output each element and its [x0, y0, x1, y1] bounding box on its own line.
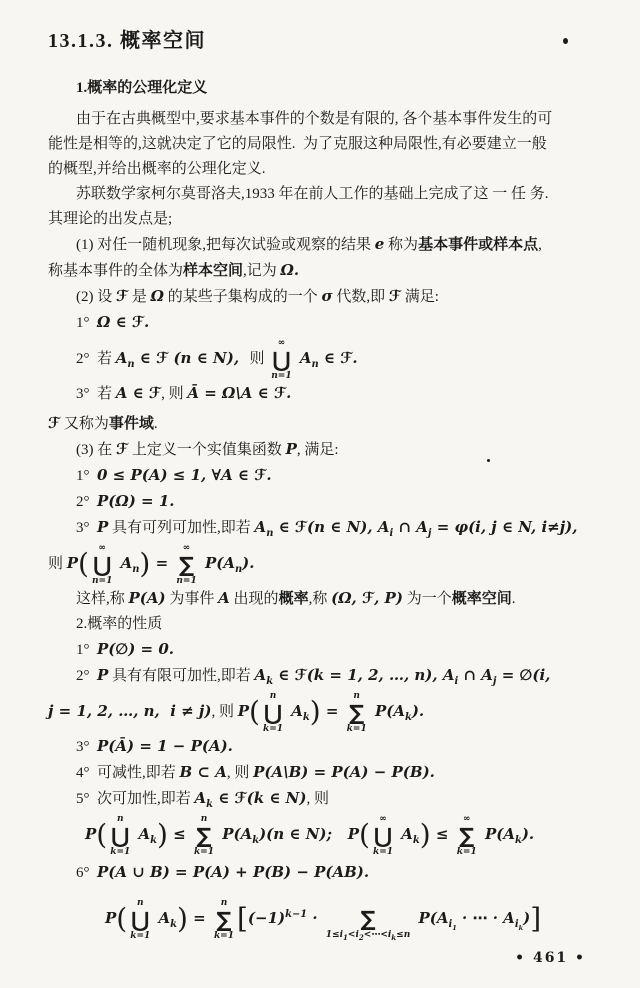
- text-run: 能性是相等的,这就决定了它的局限性. 为了克服这种局限性,有必要建立一般: [48, 136, 547, 152]
- big-delimiter: (: [249, 695, 260, 728]
- text-run: 2°: [76, 668, 97, 684]
- lower-limit: k=1: [262, 723, 283, 734]
- text-run: 3°: [76, 739, 97, 755]
- math-run: P(A\B) = P(A) − P(B).: [253, 763, 435, 781]
- item-3-line-1: [48, 437, 602, 463]
- math-run: Ω.: [280, 261, 300, 279]
- big-sum-operator: [457, 814, 477, 857]
- math-run: $A_n$ ∈ ℱ(n ∈ N), $A_i$ ∩ $A_j = \varphi(i$, j ∈ N, i≠j),: [254, 518, 578, 539]
- text-run: 由于在古典概型中,要求基本事件的个数是有限的, 各个基本事件发生的可: [76, 111, 553, 127]
- operator-glyph: ⋃: [264, 700, 282, 725]
- math-run: $P(A_k)$.: [369, 702, 425, 723]
- text-run: (3) 在: [76, 442, 116, 458]
- text-run: .: [153, 416, 158, 432]
- lower-limit: k=1: [346, 723, 367, 734]
- math-run: $A_n$ ∈ ℱ.: [294, 349, 358, 370]
- text-run: 具有可列可加性,即若: [108, 520, 255, 536]
- text-run: 3°: [76, 520, 97, 536]
- math-run: e: [374, 235, 385, 253]
- text-run: 又称为: [60, 416, 109, 432]
- text-run: 称为: [384, 237, 419, 253]
- big-union-operator: [263, 691, 283, 734]
- math-run: ≤: [430, 825, 454, 843]
- text-run: 则: [48, 556, 67, 572]
- lower-limit: k=1: [193, 846, 214, 857]
- property-2-line-1: [48, 663, 602, 689]
- big-delimiter: ): [419, 818, 431, 851]
- text-run: , 满足:: [296, 442, 339, 458]
- big-sum-operator: [347, 691, 367, 734]
- math-run: A ∈ ℱ: [115, 384, 162, 402]
- prob-axiom-3-formula: [48, 541, 602, 586]
- kolmogorov-line-2: [48, 207, 602, 232]
- upper-limit: ∞: [379, 814, 387, 825]
- item-1-line-1: [48, 232, 602, 258]
- operator-glyph: ⋃: [111, 823, 130, 848]
- math-run: P(Ā) = 1 − P(A).: [97, 737, 233, 755]
- operator-glyph: ⋃: [93, 552, 112, 577]
- intro-para-line-2: [48, 132, 602, 157]
- upper-limit: n: [116, 814, 124, 825]
- lower-limit: k=1: [130, 930, 151, 941]
- math-run: $A_k$: [153, 909, 177, 930]
- operator-glyph: ∑: [179, 552, 195, 577]
- text-run: 的概型,并给出概率的公理化定义.: [48, 161, 266, 177]
- property-5-formula: [48, 812, 602, 857]
- math-run: ≤: [167, 825, 191, 843]
- prob-axiom-3-line-1: [48, 515, 602, 541]
- math-run: $A_k$ ∈ ℱ(k = 1, 2, …, n), $A_i$ ∩ $A_j$ = ∅(i,: [254, 666, 551, 687]
- math-run: $P(A_k)$.: [479, 825, 535, 846]
- big-union-operator: [92, 543, 112, 586]
- big-delimiter: ): [309, 695, 321, 728]
- text-run: 其理论的出发点是;: [48, 211, 173, 227]
- lower-limit: n=1: [176, 575, 197, 586]
- text-run: 的某些子集构成的一个: [164, 289, 322, 305]
- property-1: [48, 637, 602, 663]
- operator-glyph: ∑: [196, 823, 212, 848]
- math-run: P: [285, 440, 297, 458]
- bold-text-run: 概率空间: [451, 591, 512, 607]
- bold-text-run: 概率: [278, 591, 309, 607]
- lower-limit: k=1: [110, 846, 131, 857]
- math-run: ℱ: [116, 440, 129, 458]
- big-sum-operator: [176, 543, 196, 586]
- prob-space-definition: [48, 586, 602, 612]
- ink-speck: [487, 459, 490, 462]
- text-run: 5° 次可加性,即若: [76, 791, 195, 807]
- bold-text-run: 事件域: [108, 416, 154, 432]
- text-run: 2.概率的性质: [76, 616, 163, 632]
- section-title: 13.1.3. 概率空间: [48, 30, 206, 52]
- math-run: =: [320, 702, 344, 720]
- text-run: 1°: [76, 315, 97, 331]
- math-run: $A_k$: [396, 825, 420, 846]
- math-run: $(-1)^{k-1}$ ·: [247, 909, 323, 927]
- math-run: P: [85, 825, 97, 843]
- text-run: 4° 可减性,即若: [76, 765, 180, 781]
- upper-limit: ∞: [462, 814, 471, 825]
- event-field-note: [48, 411, 602, 437]
- upper-limit: ∞: [182, 543, 191, 554]
- math-run: $P(A_n)$.: [199, 554, 255, 575]
- big-union-operator: [130, 898, 150, 941]
- property-5-intro: [48, 786, 602, 812]
- lower-limit: n=1: [91, 575, 113, 586]
- math-run: P: [347, 825, 360, 843]
- text-run: ,: [538, 237, 542, 253]
- sigma-axiom-2: [48, 336, 602, 381]
- math-run: $A_k$: [133, 825, 157, 846]
- math-run: ℱ: [48, 414, 61, 432]
- lower-limit: n=1: [271, 370, 292, 381]
- text-run: 上定义一个实值集函数: [128, 442, 286, 458]
- big-delimiter: (: [96, 818, 108, 851]
- text-run: ,称: [308, 591, 332, 607]
- upper-limit: ∞: [277, 338, 286, 349]
- page-lines: [48, 76, 602, 945]
- big-delimiter: (: [359, 818, 370, 851]
- text-run: , 则: [306, 791, 330, 807]
- ink-speck: [563, 38, 568, 44]
- kolmogorov-line-1: [48, 182, 602, 207]
- inclusion-exclusion-formula: [48, 892, 602, 945]
- upper-limit: ∞: [98, 543, 106, 554]
- bold-text-run: 1.概率的公理化定义: [76, 80, 208, 96]
- text-run: 苏联数学家柯尔莫哥洛夫,1933 年在前人工作的基础上完成了这 一 任 务.: [76, 186, 549, 202]
- upper-limit: n: [200, 814, 208, 825]
- item-2-line-1: [48, 284, 602, 310]
- big-sum-operator: [214, 898, 234, 941]
- text-run: , 则: [211, 704, 238, 720]
- property-4: [48, 760, 602, 786]
- math-run: j = 1, 2, …, n, i ≠ j): [48, 702, 212, 720]
- text-run: 出现的: [229, 591, 279, 607]
- item-1-line-2: [48, 258, 602, 284]
- math-run: Ω: [150, 287, 164, 305]
- math-run: P: [105, 909, 117, 927]
- math-run: ℱ: [388, 287, 401, 305]
- text-run: 为事件: [165, 591, 219, 607]
- math-run: A: [218, 589, 230, 607]
- math-run: 0 ≤ P(A) ≤ 1, ∀A ∈ ℱ.: [97, 466, 272, 484]
- operator-glyph: ∑: [216, 907, 232, 932]
- text-run: 代数,即: [332, 289, 389, 305]
- text-run: 具有有限可加性,即若: [108, 668, 255, 684]
- lower-limit: k=1: [213, 930, 234, 941]
- math-run: =: [150, 554, 174, 572]
- text-run: (1) 对任一随机现象,把每次试验或观察的结果: [76, 237, 375, 253]
- big-union-operator: [373, 814, 393, 857]
- text-run: 1°: [76, 468, 97, 484]
- big-delimiter: ): [139, 547, 151, 580]
- text-run: , 则: [161, 386, 188, 402]
- big-delimiter: (: [116, 902, 128, 935]
- math-run: $A_k$ ∈ ℱ(k ∈ N): [194, 789, 307, 810]
- math-run: ℱ: [116, 287, 129, 305]
- heading-axiomatic-definition: [48, 76, 602, 101]
- heading-properties: [48, 612, 602, 637]
- math-run: (Ω, ℱ, P): [331, 589, 403, 607]
- math-run: P: [97, 666, 109, 684]
- text-run: 1°: [76, 642, 97, 658]
- upper-limit: n: [353, 691, 360, 702]
- intro-para-line-3: [48, 157, 602, 182]
- big-union-operator: [110, 814, 130, 857]
- math-run: σ: [321, 287, 333, 305]
- property-2-formula: [48, 689, 602, 734]
- operator-glyph: ⋃: [131, 907, 150, 932]
- text-run: , 则: [226, 765, 254, 781]
- prob-axiom-2: [48, 489, 602, 515]
- math-run: P: [237, 702, 250, 720]
- big-sum-operator: [194, 814, 214, 857]
- math-run: $A_n$ ∈ ℱ (n ∈ N),: [115, 349, 250, 370]
- math-run: $A_k$: [286, 702, 310, 723]
- big-delimiter: ): [176, 902, 188, 935]
- text-run: 3° 若: [76, 386, 116, 402]
- text-run: 6°: [76, 865, 97, 881]
- bold-text-run: 样本空间: [183, 263, 244, 279]
- lower-limit: k=1: [456, 846, 477, 857]
- text-run: 这样,称: [76, 591, 129, 607]
- property-6: [48, 860, 602, 886]
- sigma-axiom-1: [48, 310, 602, 336]
- operator-glyph: ⋃: [272, 347, 291, 372]
- text-run: 称基本事件的全体为: [48, 263, 184, 279]
- text-run: ,记为: [243, 263, 281, 279]
- math-run: $A_n$: [115, 554, 140, 575]
- operator-glyph: ∑: [360, 906, 376, 931]
- text-run: 2° 若: [76, 351, 116, 367]
- text-run: 满足:: [400, 289, 439, 305]
- text-run: 2°: [76, 494, 97, 510]
- big-delimiter: ): [156, 818, 168, 851]
- upper-limit: n: [269, 691, 277, 702]
- title-row: [48, 24, 602, 58]
- operator-glyph: ∑: [349, 700, 365, 725]
- math-run: Ā = Ω\A ∈ ℱ.: [187, 384, 292, 402]
- text-run: 是: [128, 289, 151, 305]
- text-run: (2) 设: [76, 289, 116, 305]
- big-delimiter: [: [236, 902, 248, 935]
- upper-limit: n: [136, 898, 144, 909]
- math-run: P: [97, 518, 109, 536]
- bold-text-run: 基本事件或样本点: [418, 237, 539, 253]
- math-run: B ⊂ A: [179, 763, 227, 781]
- sigma-axiom-3: [48, 381, 602, 407]
- upper-limit: n: [220, 898, 228, 909]
- math-run: $P(A_{i_1}$ · ⋯ · $A_{i_k}$): [413, 909, 531, 932]
- property-3: [48, 734, 602, 760]
- math-run: P(∅) = 0.: [97, 640, 174, 658]
- big-delimiter: (: [78, 547, 89, 580]
- math-run: P(A ∪ B) = P(A) + P(B) − P(AB).: [97, 863, 370, 881]
- math-run: =: [187, 909, 211, 927]
- operator-glyph: ∑: [459, 823, 475, 848]
- big-union-operator: [271, 338, 291, 381]
- math-run: $P(A_k)(n$ ∈ N);: [216, 825, 348, 846]
- lower-limit: $1\le i_1<i_2<\cdots<i_k\le n$: [325, 929, 411, 942]
- page-number: • 461 •: [515, 950, 586, 966]
- math-run: P(Ω) = 1.: [97, 492, 175, 510]
- math-run: P: [66, 554, 79, 572]
- math-run: Ω ∈ ℱ.: [97, 313, 150, 331]
- lower-limit: k=1: [372, 846, 394, 857]
- big-sum-operator: [326, 898, 410, 942]
- operator-glyph: ⋃: [374, 823, 392, 848]
- text-run: 则: [249, 351, 269, 367]
- math-run: P(A): [128, 589, 166, 607]
- prob-axiom-1: [48, 463, 602, 489]
- big-delimiter: ]: [530, 902, 542, 935]
- intro-para-line-1: [48, 107, 602, 132]
- text-run: 为一个: [402, 591, 452, 607]
- text-run: .: [511, 591, 516, 607]
